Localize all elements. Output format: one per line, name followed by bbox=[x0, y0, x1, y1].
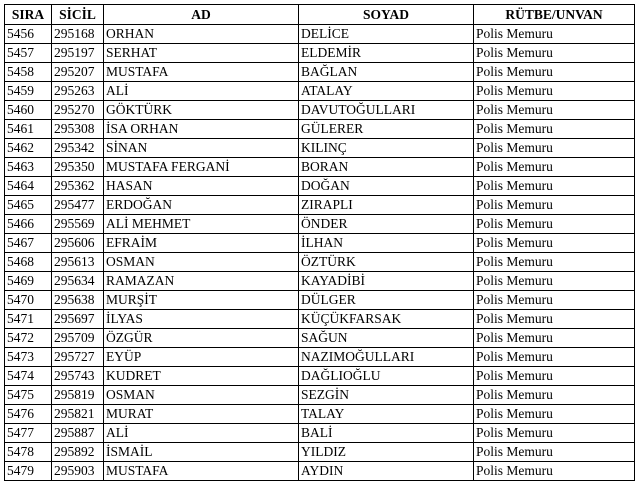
table-row bbox=[5, 291, 635, 310]
table-body bbox=[5, 25, 635, 481]
cell-sira: 5475 bbox=[5, 386, 52, 405]
cell-soyad: BAĞLAN bbox=[299, 63, 474, 82]
cell-sicil: 295903 bbox=[52, 462, 104, 481]
table-row bbox=[5, 367, 635, 386]
cell-soyad: ATALAY bbox=[299, 82, 474, 101]
cell-ad: ERDOĞAN bbox=[104, 196, 299, 215]
cell-soyad: BALİ bbox=[299, 424, 474, 443]
cell-soyad: TALAY bbox=[299, 405, 474, 424]
cell-sicil: 295569 bbox=[52, 215, 104, 234]
cell-sicil: 295606 bbox=[52, 234, 104, 253]
cell-ad: ALİ bbox=[104, 82, 299, 101]
table-row bbox=[5, 253, 635, 272]
cell-sicil: 295342 bbox=[52, 139, 104, 158]
cell-sira: 5479 bbox=[5, 462, 52, 481]
cell-rutbe: Polis Memuru bbox=[474, 291, 635, 310]
cell-ad: İLYAS bbox=[104, 310, 299, 329]
cell-sira: 5477 bbox=[5, 424, 52, 443]
header-ad: AD bbox=[104, 5, 299, 25]
cell-sira: 5458 bbox=[5, 63, 52, 82]
cell-sira: 5456 bbox=[5, 25, 52, 44]
cell-sira: 5478 bbox=[5, 443, 52, 462]
cell-ad: OSMAN bbox=[104, 386, 299, 405]
cell-sira: 5462 bbox=[5, 139, 52, 158]
cell-soyad: ZIRAPLI bbox=[299, 196, 474, 215]
table-row bbox=[5, 272, 635, 291]
cell-rutbe: Polis Memuru bbox=[474, 215, 635, 234]
cell-rutbe: Polis Memuru bbox=[474, 25, 635, 44]
cell-sira: 5467 bbox=[5, 234, 52, 253]
cell-ad: ÖZGÜR bbox=[104, 329, 299, 348]
cell-ad: MURAT bbox=[104, 405, 299, 424]
cell-rutbe: Polis Memuru bbox=[474, 310, 635, 329]
cell-ad: ORHAN bbox=[104, 25, 299, 44]
cell-sicil: 295638 bbox=[52, 291, 104, 310]
table-row bbox=[5, 405, 635, 424]
cell-soyad: NAZIMOĞULLARI bbox=[299, 348, 474, 367]
cell-ad: ALİ bbox=[104, 424, 299, 443]
cell-rutbe: Polis Memuru bbox=[474, 443, 635, 462]
table-row bbox=[5, 424, 635, 443]
table-row bbox=[5, 139, 635, 158]
cell-sira: 5465 bbox=[5, 196, 52, 215]
cell-soyad: ÖNDER bbox=[299, 215, 474, 234]
cell-sira: 5463 bbox=[5, 158, 52, 177]
cell-soyad: SAĞUN bbox=[299, 329, 474, 348]
cell-sira: 5460 bbox=[5, 101, 52, 120]
cell-rutbe: Polis Memuru bbox=[474, 82, 635, 101]
cell-ad: HASAN bbox=[104, 177, 299, 196]
cell-rutbe: Polis Memuru bbox=[474, 139, 635, 158]
cell-sira: 5468 bbox=[5, 253, 52, 272]
cell-sicil: 295308 bbox=[52, 120, 104, 139]
cell-sicil: 295727 bbox=[52, 348, 104, 367]
cell-rutbe: Polis Memuru bbox=[474, 367, 635, 386]
cell-rutbe: Polis Memuru bbox=[474, 386, 635, 405]
cell-sicil: 295168 bbox=[52, 25, 104, 44]
cell-soyad: DÜLGER bbox=[299, 291, 474, 310]
cell-ad: ALİ MEHMET bbox=[104, 215, 299, 234]
cell-rutbe: Polis Memuru bbox=[474, 272, 635, 291]
table-row bbox=[5, 443, 635, 462]
cell-ad: OSMAN bbox=[104, 253, 299, 272]
cell-rutbe: Polis Memuru bbox=[474, 424, 635, 443]
cell-sira: 5473 bbox=[5, 348, 52, 367]
cell-ad: SİNAN bbox=[104, 139, 299, 158]
header-rutbe: RÜTBE/UNVAN bbox=[474, 5, 635, 25]
cell-sicil: 295743 bbox=[52, 367, 104, 386]
cell-soyad: DAVUTOĞULLARI bbox=[299, 101, 474, 120]
header-sira: SIRA bbox=[5, 5, 52, 25]
cell-sira: 5474 bbox=[5, 367, 52, 386]
cell-sicil: 295477 bbox=[52, 196, 104, 215]
cell-sicil: 295634 bbox=[52, 272, 104, 291]
cell-soyad: YILDIZ bbox=[299, 443, 474, 462]
cell-sira: 5472 bbox=[5, 329, 52, 348]
cell-sicil: 295270 bbox=[52, 101, 104, 120]
table-row bbox=[5, 386, 635, 405]
table-row bbox=[5, 63, 635, 82]
cell-ad: MURŞİT bbox=[104, 291, 299, 310]
table-row bbox=[5, 329, 635, 348]
cell-ad: İSA ORHAN bbox=[104, 120, 299, 139]
cell-soyad: SEZGİN bbox=[299, 386, 474, 405]
cell-sicil: 295350 bbox=[52, 158, 104, 177]
cell-rutbe: Polis Memuru bbox=[474, 158, 635, 177]
cell-sira: 5464 bbox=[5, 177, 52, 196]
cell-ad: EYÜP bbox=[104, 348, 299, 367]
header-row bbox=[5, 5, 635, 25]
cell-ad: EFRAİM bbox=[104, 234, 299, 253]
cell-soyad: İLHAN bbox=[299, 234, 474, 253]
cell-soyad: KAYADİBİ bbox=[299, 272, 474, 291]
cell-ad: SERHAT bbox=[104, 44, 299, 63]
cell-sicil: 295819 bbox=[52, 386, 104, 405]
cell-rutbe: Polis Memuru bbox=[474, 329, 635, 348]
table-row bbox=[5, 234, 635, 253]
cell-ad: GÖKTÜRK bbox=[104, 101, 299, 120]
cell-soyad: DAĞLIOĞLU bbox=[299, 367, 474, 386]
cell-sira: 5471 bbox=[5, 310, 52, 329]
cell-soyad: AYDIN bbox=[299, 462, 474, 481]
table-row bbox=[5, 196, 635, 215]
cell-sicil: 295613 bbox=[52, 253, 104, 272]
cell-sira: 5459 bbox=[5, 82, 52, 101]
header-sicil: SİCİL bbox=[52, 5, 104, 25]
cell-rutbe: Polis Memuru bbox=[474, 120, 635, 139]
cell-sira: 5470 bbox=[5, 291, 52, 310]
table-row bbox=[5, 101, 635, 120]
personnel-table bbox=[4, 4, 635, 481]
cell-sicil: 295709 bbox=[52, 329, 104, 348]
table-row bbox=[5, 348, 635, 367]
cell-rutbe: Polis Memuru bbox=[474, 101, 635, 120]
cell-rutbe: Polis Memuru bbox=[474, 196, 635, 215]
cell-ad: RAMAZAN bbox=[104, 272, 299, 291]
cell-sicil: 295697 bbox=[52, 310, 104, 329]
cell-soyad: GÜLERER bbox=[299, 120, 474, 139]
cell-rutbe: Polis Memuru bbox=[474, 44, 635, 63]
cell-soyad: DELİCE bbox=[299, 25, 474, 44]
cell-soyad: KÜÇÜKFARSAK bbox=[299, 310, 474, 329]
cell-sira: 5476 bbox=[5, 405, 52, 424]
cell-sicil: 295263 bbox=[52, 82, 104, 101]
cell-sicil: 295207 bbox=[52, 63, 104, 82]
cell-sira: 5461 bbox=[5, 120, 52, 139]
cell-ad: MUSTAFA bbox=[104, 63, 299, 82]
table-row bbox=[5, 177, 635, 196]
cell-sira: 5457 bbox=[5, 44, 52, 63]
table-row bbox=[5, 462, 635, 481]
table-row bbox=[5, 120, 635, 139]
document-page bbox=[4, 4, 635, 481]
cell-soyad: BORAN bbox=[299, 158, 474, 177]
cell-rutbe: Polis Memuru bbox=[474, 234, 635, 253]
table-row bbox=[5, 158, 635, 177]
cell-rutbe: Polis Memuru bbox=[474, 253, 635, 272]
cell-soyad: ÖZTÜRK bbox=[299, 253, 474, 272]
cell-sicil: 295197 bbox=[52, 44, 104, 63]
table-row bbox=[5, 25, 635, 44]
cell-rutbe: Polis Memuru bbox=[474, 462, 635, 481]
cell-soyad: ELDEMİR bbox=[299, 44, 474, 63]
table-row bbox=[5, 44, 635, 63]
cell-soyad: DOĞAN bbox=[299, 177, 474, 196]
cell-rutbe: Polis Memuru bbox=[474, 405, 635, 424]
cell-sicil: 295821 bbox=[52, 405, 104, 424]
table-row bbox=[5, 215, 635, 234]
cell-rutbe: Polis Memuru bbox=[474, 63, 635, 82]
cell-soyad: KILINÇ bbox=[299, 139, 474, 158]
cell-rutbe: Polis Memuru bbox=[474, 177, 635, 196]
cell-ad: MUSTAFA bbox=[104, 462, 299, 481]
table-row bbox=[5, 310, 635, 329]
cell-ad: İSMAİL bbox=[104, 443, 299, 462]
header-soyad: SOYAD bbox=[299, 5, 474, 25]
table-row bbox=[5, 82, 635, 101]
cell-ad: KUDRET bbox=[104, 367, 299, 386]
cell-sira: 5469 bbox=[5, 272, 52, 291]
cell-sicil: 295892 bbox=[52, 443, 104, 462]
cell-rutbe: Polis Memuru bbox=[474, 348, 635, 367]
cell-sicil: 295362 bbox=[52, 177, 104, 196]
cell-sira: 5466 bbox=[5, 215, 52, 234]
cell-ad: MUSTAFA FERGANİ bbox=[104, 158, 299, 177]
cell-sicil: 295887 bbox=[52, 424, 104, 443]
